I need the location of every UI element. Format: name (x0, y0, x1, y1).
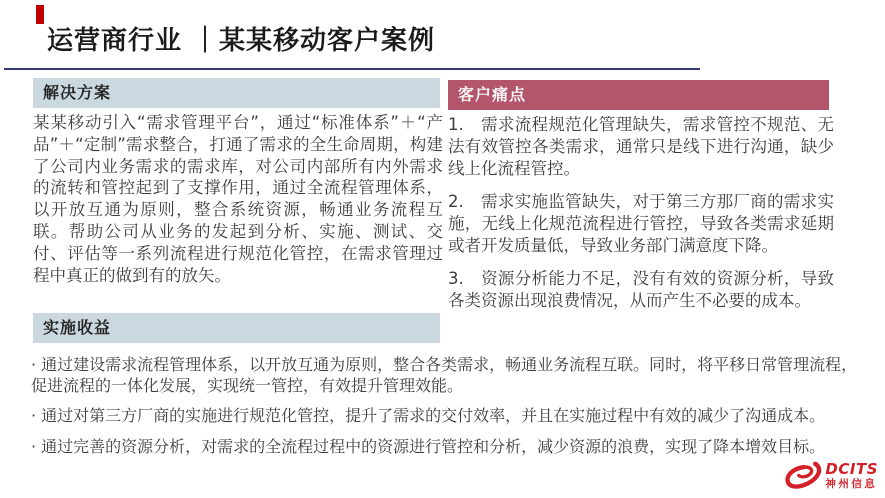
benefits-list (31, 355, 872, 467)
benefit-text: 通过完善的资源分析，对需求的全流程过程中的资源进行管控和分析，减少资源的浪费，实现了降本增效目标。 (41, 436, 826, 456)
logo-wordmark: DCITS (825, 459, 878, 478)
pain-point-number: 1. (448, 115, 464, 134)
bullet-dot: · (31, 406, 37, 425)
benefits-section-header: 实施收益 (33, 313, 440, 343)
page-title: 运营商行业 ｜某某移动客户案例 (47, 26, 436, 56)
pain-point-text: 需求实施监管缺失，对于第三方那厂商的需求实施，无线上化规范流程进行管控，导致各类需求延期或者开发质量低，导致业务部门满意度下降。 (448, 192, 834, 255)
benefit-text: 通过对第三方厂商的实施进行规范化管控，提升了需求的交付效率，并且在实施过程中有效的减少了沟通成本。 (41, 406, 826, 425)
title-underline (4, 68, 700, 70)
pain-point-text: 资源分析能力不足，没有有效的资源分析，导致各类资源出现浪费情况，从而产生不必要的成本。 (448, 269, 834, 310)
pain-point-item (448, 191, 834, 257)
dcits-logo (784, 460, 878, 491)
solution-body-text: 某某移动引入“需求管理平台”，通过“标准体系”＋“产品”＋“定制”需求整合，打通了需求的全生命周期，构建了公司内业务需求的需求库，对公司内部所有内外需求的流转和管控起到了支撑作用，通过全流程管理体系，以开放互通为原则，整合系统资源，畅通业务流程互联。帮助公司从业务的发起到分析、实施、测试、交付、评估等一系列流程进行规范化管控，在需求管理过程中真正的做到有的放矢。 (33, 113, 443, 285)
pain-point-text: 需求流程规范化管理缺失，需求管控不规范、无法有效管控各类需求，通常只是线下进行沟通，缺少线上化流程管控。 (448, 115, 834, 178)
bullet-dot: · (31, 436, 37, 456)
benefit-item (31, 355, 872, 396)
benefit-text: 通过建设需求流程管理体系，以开放互通为原则，整合各类需求，畅通业务流程互联。同时，将平移日常管理流程，促进流程的一体化发展，实现统一管控，有效提升管理效能。 (31, 355, 858, 395)
pain-point-item (448, 114, 834, 180)
title-accent-bar (36, 5, 44, 24)
logo-text-block (825, 459, 878, 490)
logo-subtitle: 神州信息 (825, 477, 878, 490)
benefit-item (31, 437, 872, 458)
pain-point-item (448, 268, 834, 312)
pain-point-number: 2. (448, 192, 464, 211)
pain-points-section-header: 客户痛点 (448, 80, 829, 110)
benefit-item (31, 406, 872, 427)
pain-point-number: 3. (448, 269, 464, 288)
pain-points-list (448, 114, 834, 323)
bullet-dot: · (31, 355, 37, 374)
dcits-swoosh-icon (784, 460, 822, 491)
solution-section-header: 解决方案 (33, 78, 440, 108)
